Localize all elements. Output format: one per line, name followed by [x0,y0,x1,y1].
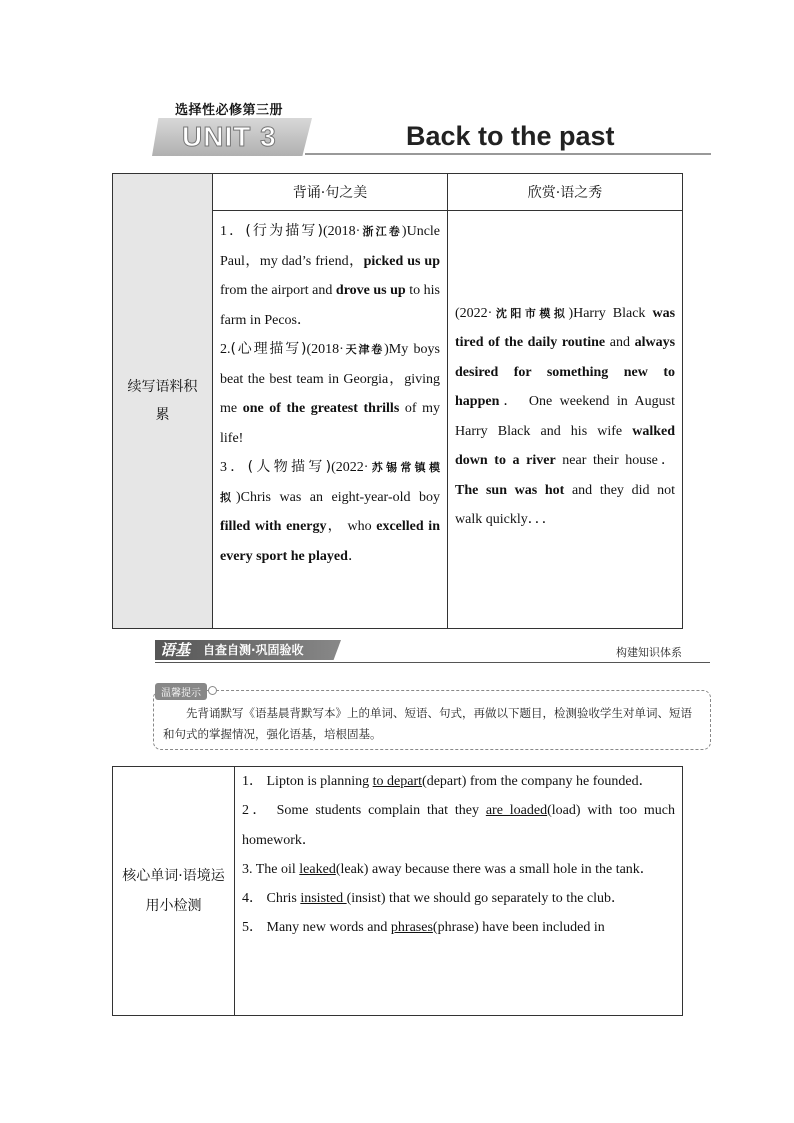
vocab-item-5: 5． Many new words and phrases(phrase) have been included in [242,920,605,936]
vocab-item-4: 4． Chris insisted (insist) that we should go separately to the club． [242,891,626,907]
tip-dot-icon [208,686,217,695]
answer-blank: leaked [299,861,336,877]
col-header-recite: 背诵·句之美 [213,174,448,211]
page-title: Back to the past [406,121,615,151]
header-divider [305,153,711,155]
vocab-item-2: 2． Some students complain that they are loaded(load) with too much homework． [242,803,675,848]
recite-cell [213,211,448,629]
corpus-side-label: 续写语料积累 [113,174,213,629]
tip-label: 温馨提示 [155,683,207,700]
answer-blank: phrases [390,920,433,936]
vocab-side-label: 核心单词·语境运用小检测 [113,767,235,1016]
section-label-sub: 自查自测·巩固验收 [203,643,304,657]
vocab-check-table [112,766,683,1016]
vocab-items-cell [235,767,683,1016]
vocab-item-3: 3. The oil leaked(leak) away because there was a small hole in the tank． [242,861,654,877]
writing-corpus-table [112,173,683,629]
appreciate-cell [448,211,683,629]
section-divider [155,662,710,663]
vocab-item-1: 1． Lipton is planning to depart(depart) from the company he founded． [242,774,653,789]
section-right-label: 构建知识体系 [616,646,682,659]
answer-blank: to depart [372,774,423,789]
answer-blank: insisted [300,891,347,907]
section-label-main: 语基 [160,641,191,659]
appreciate-passage: (2022·沈阳市模拟)Harry Black was tired of the daily routine and always desired for something new to happen． One weekend in August Harry Black and his wife walked down to a river near their house． The sun was hot and they did not walk quickly．．． [455,305,676,527]
answer-blank: are loaded [485,803,548,819]
sentence-2: 2.(心理描写)(2018·天津卷)My boys beat the best team in Georgia，giving me one of the greatest thrills of my life! [220,341,441,446]
sentence-3: 3．(人物描写)(2022·苏锡常镇模拟)Chris was an eight-year-old boy filled with energy， who excelled in every sport he played． [220,459,440,564]
sentence-1: 1．(行为描写)(2018·浙江卷)Uncle Paul，my dad’s friend，picked us up from the airport and drove us up to his farm in Pecos． [220,223,441,328]
tip-text: 先背诵默写《语基晨背默写本》上的单词、短语、句式，再做以下题目，检测验收学生对单词、短语和句式的掌握情况，强化语基，培根固基。 [163,706,692,741]
unit-number: UNIT 3 [182,121,277,152]
book-series-label: 选择性必修第三册 [175,103,284,118]
col-header-appreciate: 欣赏·语之秀 [448,174,683,211]
